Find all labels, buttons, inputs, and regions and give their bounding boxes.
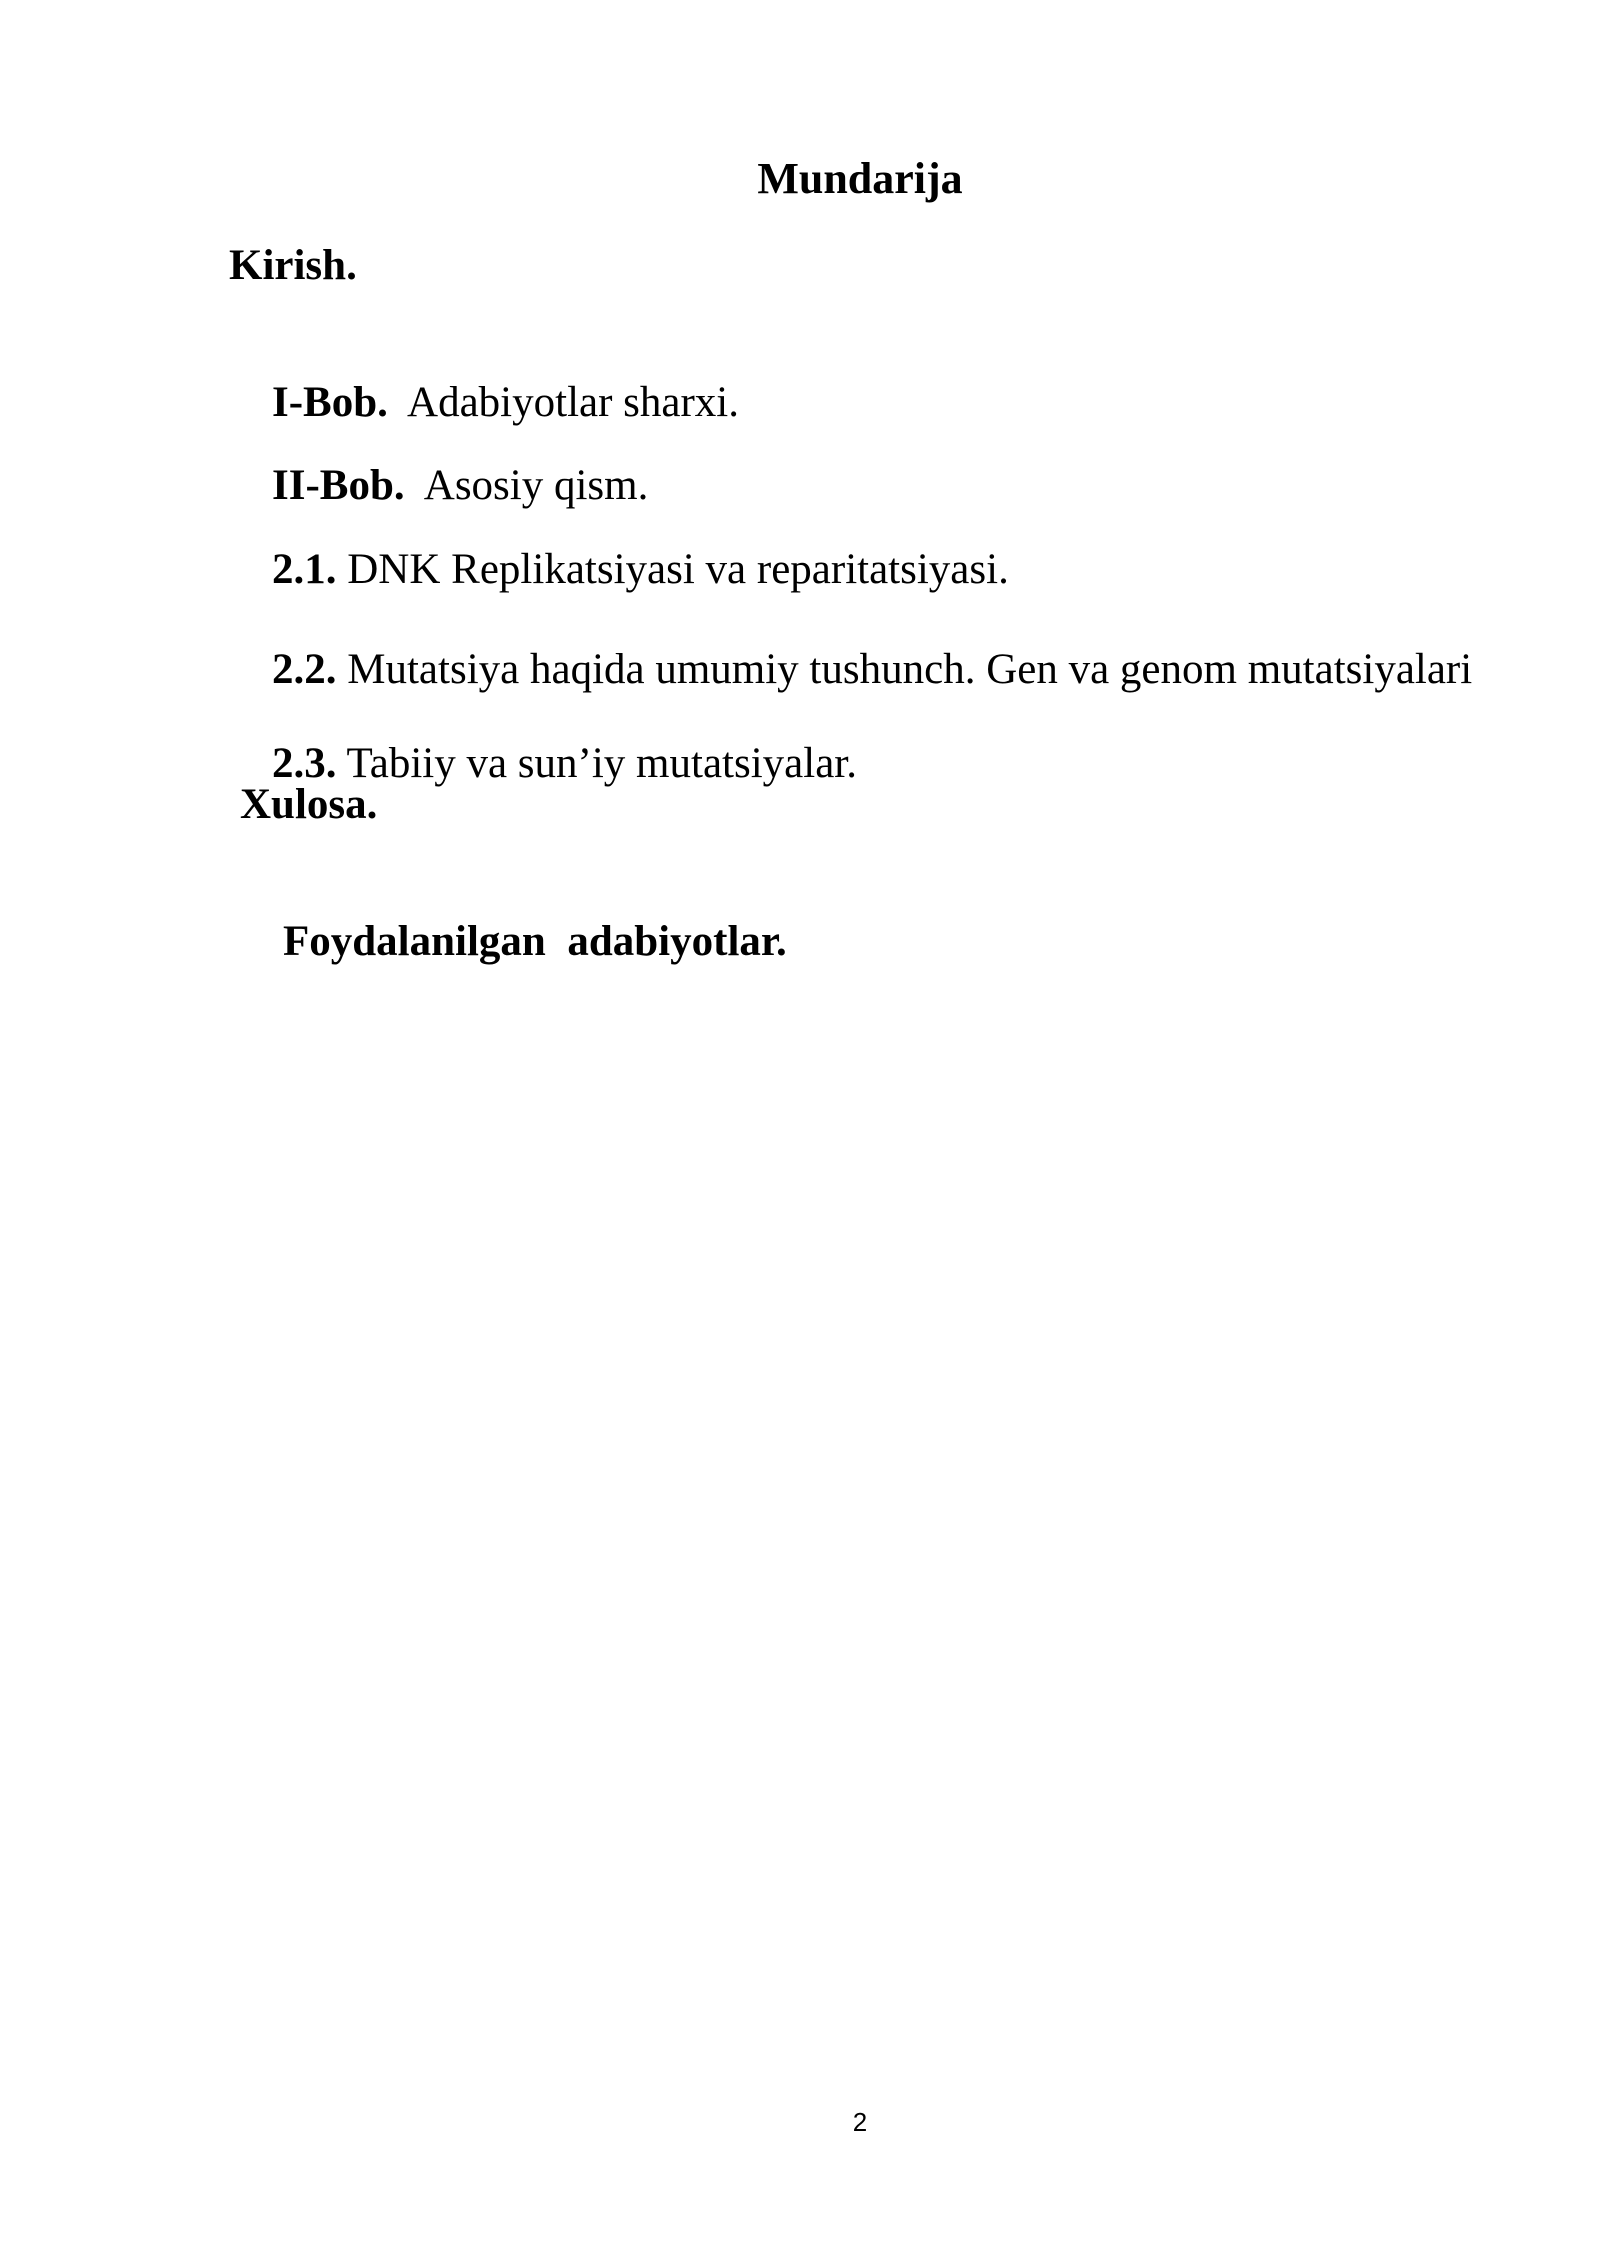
toc-entry-label: 2.2. — [272, 646, 337, 693]
toc-entry-text: Mutatsiya haqida umumiy tushunch. Gen va genom mutatsiyalari — [336, 646, 1473, 693]
toc-entry-text: Adabiyotlar sharxi. — [387, 379, 740, 426]
toc-entry-label: 2.1. — [272, 546, 337, 593]
toc-entry-label: Xulosa. — [240, 781, 378, 828]
toc-entry-label: I-Bob. — [272, 379, 388, 426]
toc-entry-label: 2.3. — [272, 740, 337, 787]
toc-entry-label: Foydalanilgan adabiyotlar. — [283, 918, 787, 965]
toc-entry-label: II-Bob. — [272, 462, 405, 509]
toc-entry-text: Asosiy qism. — [404, 462, 649, 509]
toc-entry-references — [240, 861, 787, 1023]
page-title: Mundarija — [757, 154, 963, 203]
toc-entry-xulosa — [240, 778, 377, 832]
page-number: 2 — [852, 2107, 868, 2137]
toc-entry-text: Tabiiy va sun’iy mutatsiyalar. — [336, 740, 857, 787]
toc-entry-kirish — [229, 239, 357, 293]
toc-entry-text: DNK Replikatsiyasi va reparitatsiyasi. — [336, 546, 1009, 593]
toc-entry-label: Kirish. — [229, 242, 357, 289]
